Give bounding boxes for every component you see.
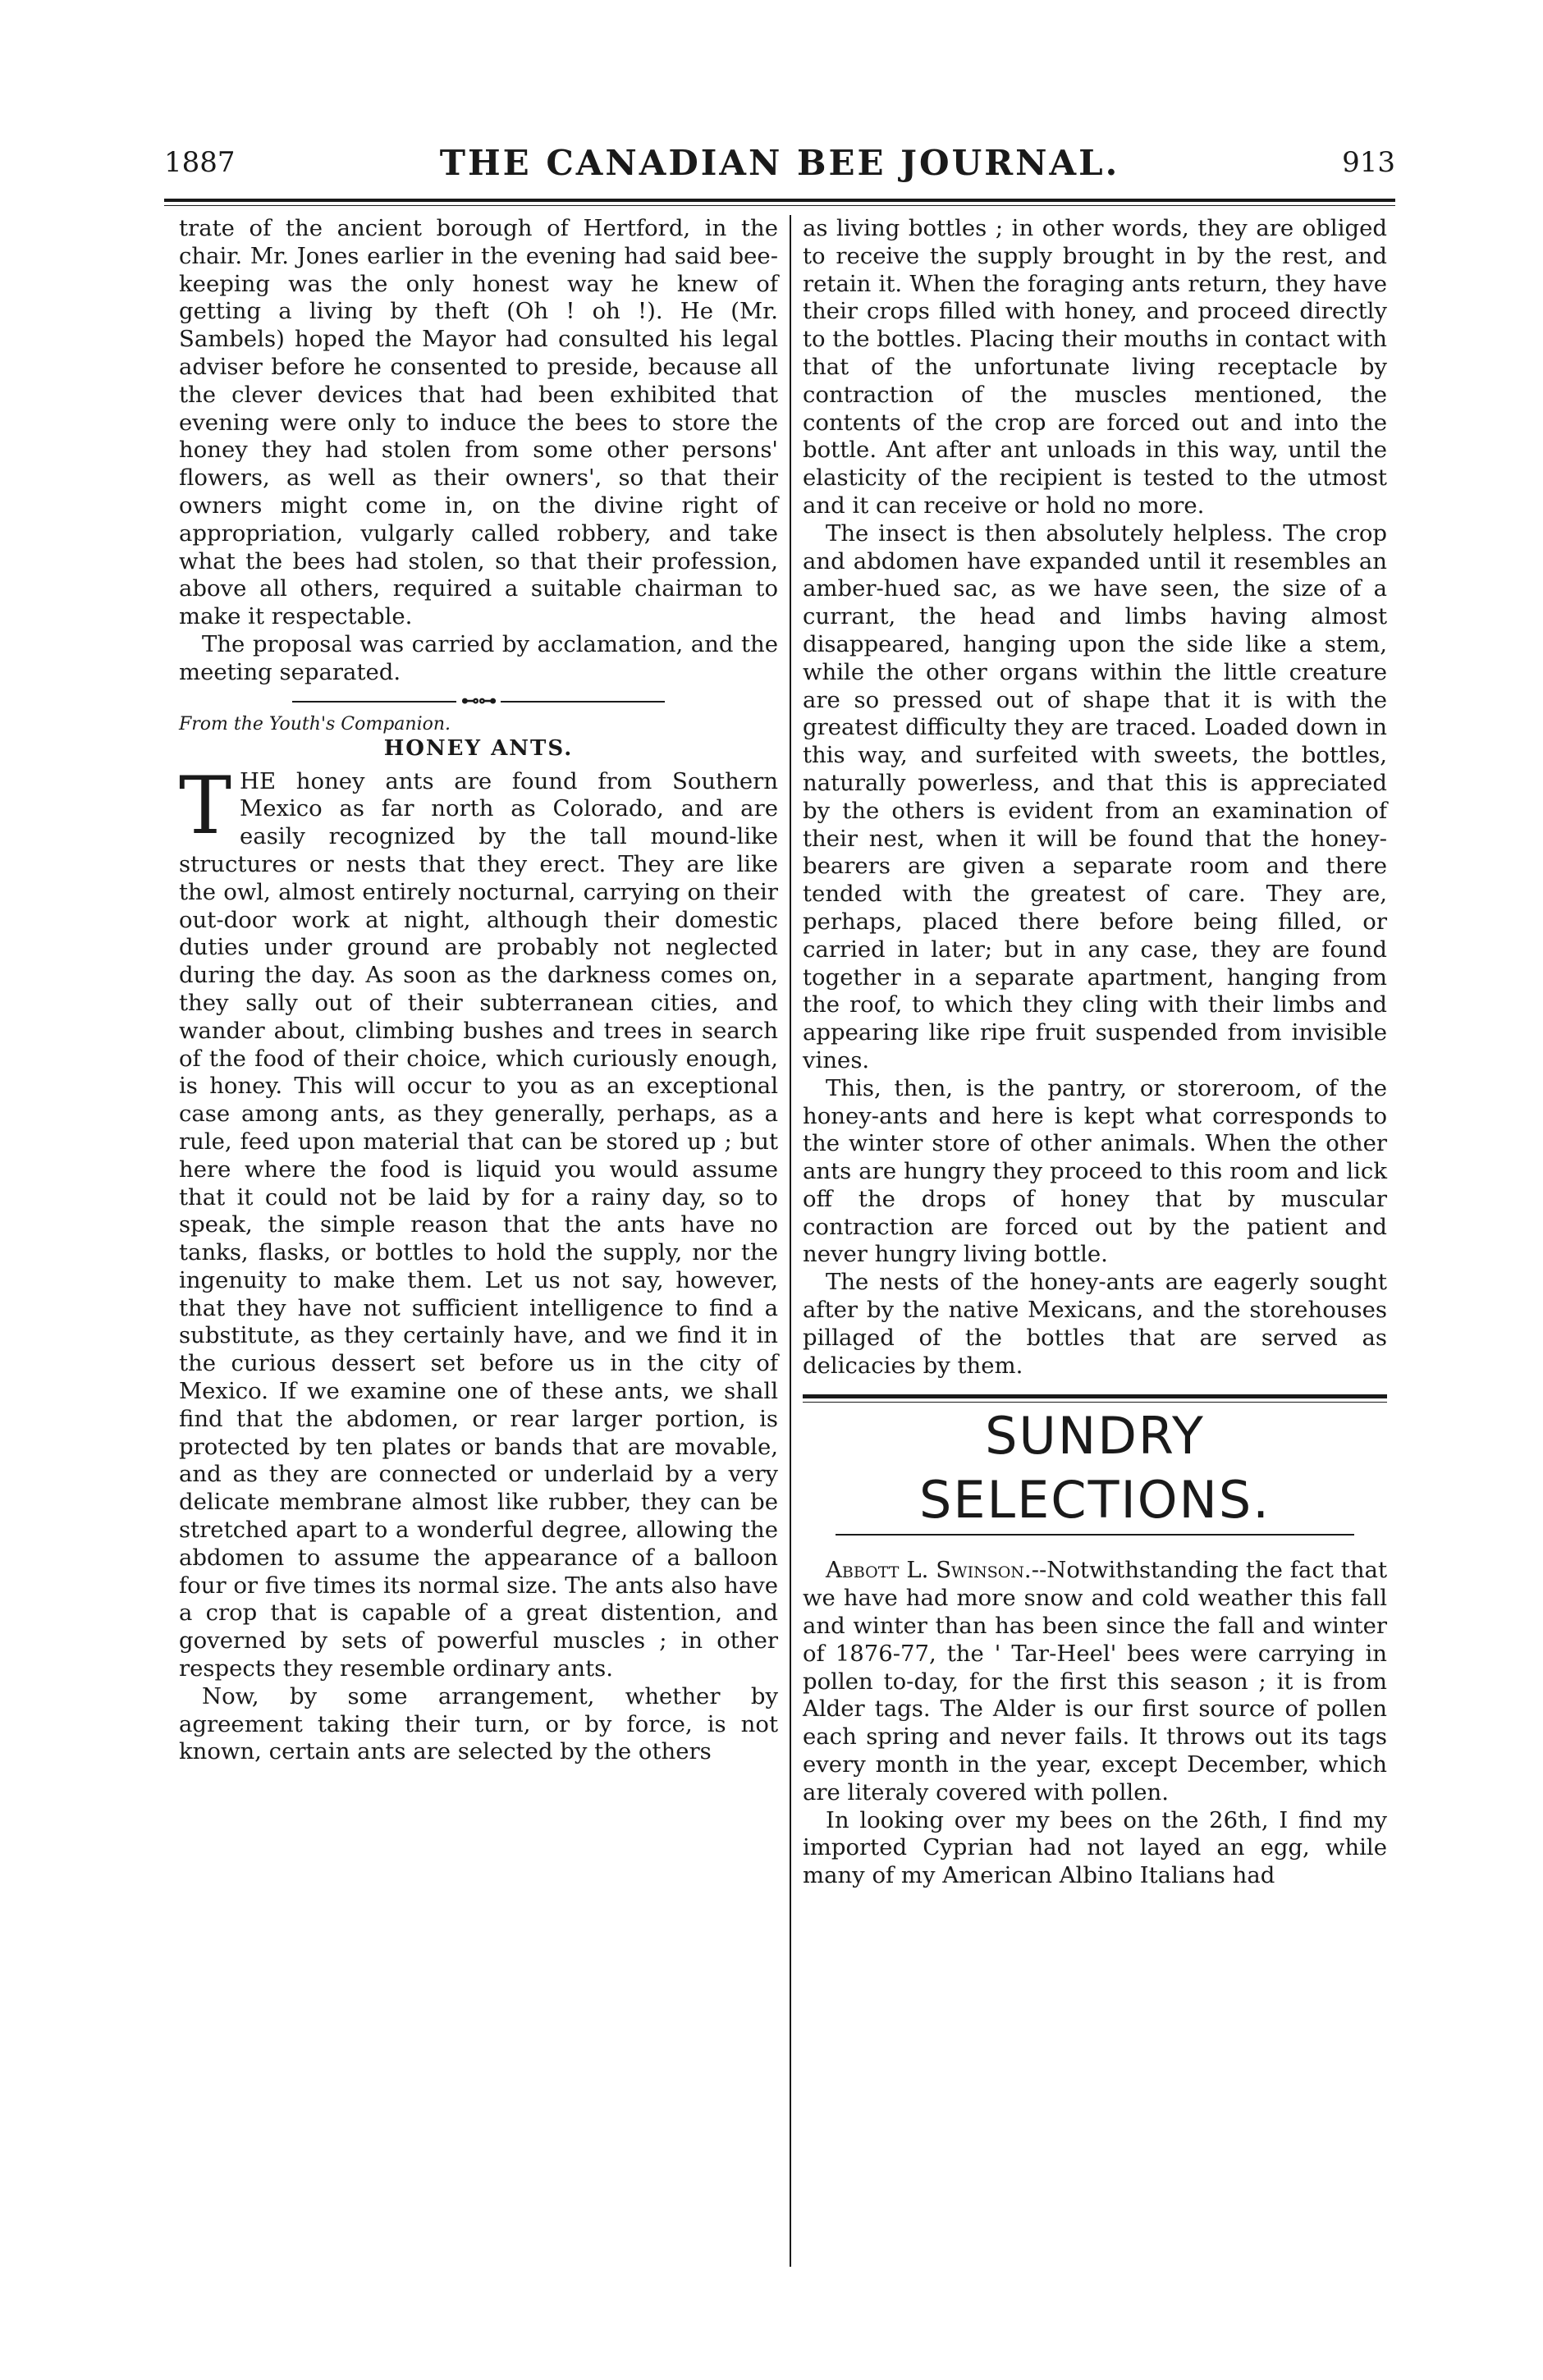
section-divider-ornament [179,690,778,712]
left-paragraph-2: The proposal was carried by acclamation, and the meeting separated. [179,630,778,685]
page-header [164,143,1395,195]
article-source: From the Youth's Companion. [179,713,451,735]
drop-cap: T [179,759,232,852]
left-paragraph-1: trate of the ancient borough of Hertford, in the chair. Mr. Jones earlier in the evening had said bee-keeping was the only honest way he knew of getting a living by theft (Oh ! oh !). He (Mr. Sambels) hoped the Mayor had consulted his legal adviser before he consented to preside, because all the clever devices that had been exhibited that evening were only to induce the bees to store the honey they had stolen from some other persons' flowers, as well as their owners', so that their owners might come in, on the divine right of appropriation, vulgarly called robbery, and take what the bees had stolen, so that their profession, above all others, required a suitable chairman to make it respectable. [179,215,778,630]
sundry-rule-thick [803,1394,1387,1398]
journal-title: THE CANADIAN BEE JOURNAL. [439,143,1120,183]
left-column [179,215,778,1766]
right-paragraph-5 [803,1557,1387,1806]
right-paragraph-6: In looking over my bees on the 26th, I find my imported Cyprian had not layed an egg, while many of my American Albino Italians had [803,1806,1387,1889]
left-paragraph-4: Now, by some arrangement, whether by agreement taking their turn, or by force, is not known, certain ants are selected by the others [179,1682,778,1765]
right-paragraph-5-text: --Notwithstanding the fact that we have had more snow and cold weather this fall and winter than has been since the fall and winter of 1876-77, the ' Tar-Heel' bees were carrying in pollen to-day, for the first this season ; it is from Alder tags. The Alder is our first source of pollen each spring and never fails. It throws out its tags every month in the year, except December, which are literaly covered with pollen. [803,1557,1387,1806]
page-number: 913 [1342,146,1395,179]
right-paragraph-2: The insect is then absolutely helpless. The crop and abdomen have expanded until it resembles an amber-hued sac, as we have seen, the size of a currant, the head and limbs having almost disappeared, hanging upon the side like a stem, while the other organs within the little creature are so pressed out of shape that it is with the greatest difficulty they are traced. Loaded down in this way, and surfeited with sweets, the bottles, naturally powerless, and that this is appreciated by the others is evident from an examination of their nest, when it will be found that the honey-bearers are given a separate room and there tended with the greatest of care. They are, perhaps, placed there before being filled, or carried in later; but in any case, they are found together in a separate apartment, hanging from the roof, to which they cling with their limbs and appearing like ripe fruit suspended from invisible vines. [803,519,1387,1073]
header-year: 1887 [164,146,236,179]
left-paragraph-3-text: HE honey ants are found from Southern Mexico as far north as Colorado, and are easily recognized by the tall mound-like structures or nests that they erect. They are like the owl, almost entirely nocturnal, carrying on their out-door work at night, although their domestic duties under ground are probably not neglected during the day. As soon as the darkness comes on, they sally out of their subterranean cities, and wander about, climbing bushes and trees in search of the food of their choice, which curiously enough, is honey. This will occur to you as an exceptional case among ants, as they generally, perhaps, as a rule, feed upon material that can be stored up ; but here where the food is liquid you would assume that it could not be laid by for a rainy day, so to speak, the simple reason that the ants have no tanks, flasks, or bottles to hold the supply, nor the ingenuity to make them. Let us not say, however, that they have not sufficient intelligence to find a substitute, as they certainly have, and we find it in the curious dessert set before us in the city of Mexico. If we examine one of these ants, we shall find that the abdomen, or rear larger portion, is protected by ten plates or bands that are movable, and as they are connected or underlaid by a very delicate membrane almost like rubber, they can be stretched apart to a wonderful degree, allowing the abdomen to assume the appearance of a balloon four or five times its normal size. The ants also have a crop that is capable of a great distention, and governed by sets of powerful muscles ; in other respects they resemble ordinary ants. [179,767,778,1682]
sundry-rule-thin [803,1402,1387,1403]
header-rule-thick [164,199,1395,202]
ornament-glyph: ⊷⊶ [461,689,496,712]
left-paragraph-3 [179,759,778,1683]
right-column [803,215,1387,1890]
right-paragraph-4: The nests of the honey-ants are eagerly sought after by the native Mexicans, and the storehouses pillaged of the bottles that are served as delicacies by them. [803,1269,1387,1379]
article-title: HONEY ANTS. [383,735,574,761]
column-divider [790,215,791,2267]
sundry-selections-heading: SUNDRY SELECTIONS. [919,1406,1271,1531]
sundry-underline [836,1534,1354,1536]
ornament-rule-left [292,701,456,703]
letter-author: Abbott L. Swinson. [826,1557,1032,1584]
right-paragraph-3: This, then, is the pantry, or storeroom, of the honey-ants and here is kept what corresponds to the winter store of other animals. When the other ants are hungry they proceed to this room and lick off the drops of honey that by muscular contraction are forced out by the patient and never hungry living bottle. [803,1074,1387,1268]
ornament-rule-right [501,701,665,703]
header-rule-thin [164,205,1395,206]
right-paragraph-1: as living bottles ; in other words, they are obliged to receive the supply brought in by the rest, and retain it. When the foraging ants return, they have their crops filled with honey, and proceed directly to the bottles. Placing their mouths in contact with that of the unfortunate living receptacle by contraction of the muscles mentioned, the contents of the crop are forced out and into the bottle. Ant after ant unloads in this way, until the elasticity of the recipient is tested to the utmost and it can receive or hold no more. [803,215,1387,519]
